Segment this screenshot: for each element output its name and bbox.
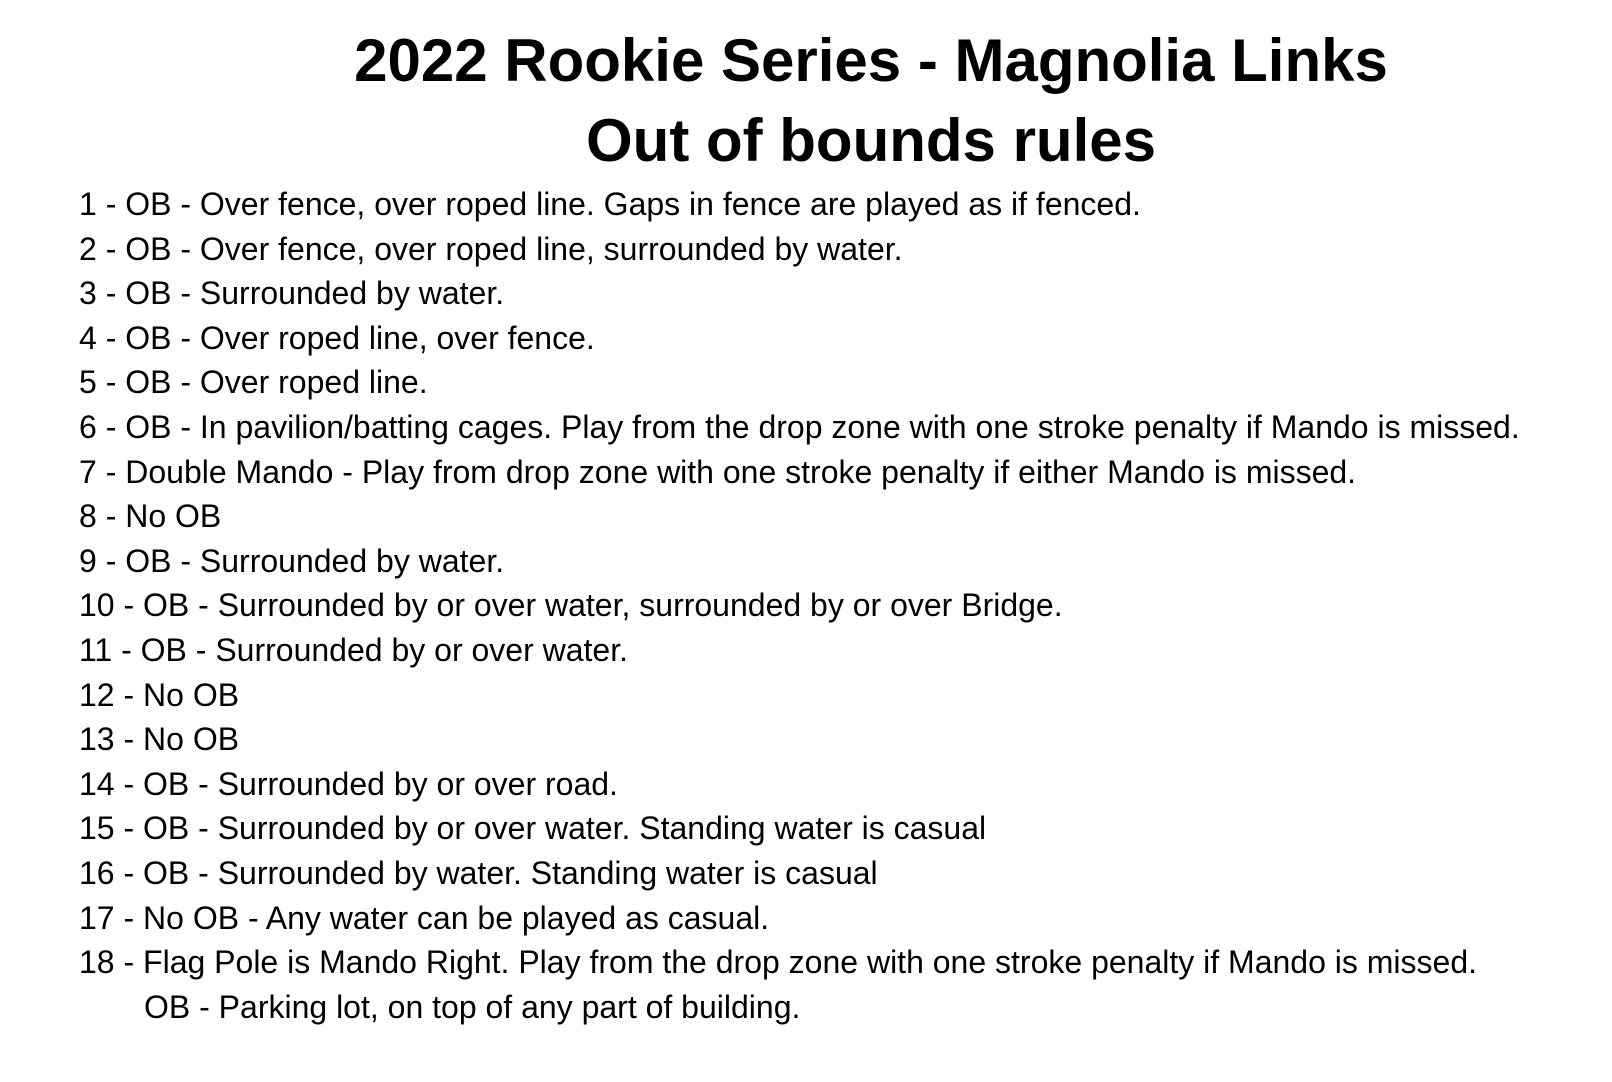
document-title: 2022 Rookie Series - Magnolia Links <box>354 27 1388 94</box>
hole-rule-13: 13 - No OB <box>79 721 240 758</box>
hole-rule-2: 2 - OB - Over fence, over roped line, surrounded by water. <box>79 230 903 267</box>
hole-rule-18-continuation: OB - Parking lot, on top of any part of building. <box>144 988 801 1025</box>
hole-rule-7: 7 - Double Mando - Play from drop zone with one stroke penalty if either Mando is missed. <box>79 453 1357 490</box>
document-subtitle: Out of bounds rules <box>586 107 1156 174</box>
hole-rule-8: 8 - No OB <box>79 498 222 535</box>
hole-rule-5: 5 - OB - Over roped line. <box>79 364 428 401</box>
hole-rule-3: 3 - OB - Surrounded by water. <box>79 275 505 312</box>
hole-rule-16: 16 - OB - Surrounded by water. Standing water is casual <box>79 854 878 891</box>
hole-rule-17: 17 - No OB - Any water can be played as casual. <box>79 899 770 936</box>
hole-rule-9: 9 - OB - Surrounded by water. <box>79 542 505 579</box>
hole-rule-18: 18 - Flag Pole is Mando Right. Play from the drop zone with one stroke penalty if Mando is missed. <box>79 944 1478 981</box>
hole-rules-list <box>79 182 1520 1029</box>
hole-rule-12: 12 - No OB <box>79 676 240 713</box>
hole-rule-1: 1 - OB - Over fence, over roped line. Gaps in fence are played as if fenced. <box>79 186 1141 222</box>
hole-rule-6: 6 - OB - In pavilion/batting cages. Play from the drop zone with one stroke penalty if Mando is missed. <box>79 408 1520 445</box>
hole-rule-4: 4 - OB - Over roped line, over fence. <box>79 319 595 356</box>
hole-rule-14: 14 - OB - Surrounded by or over road. <box>79 765 618 802</box>
hole-rule-15: 15 - OB - Surrounded by or over water. Standing water is casual <box>79 810 987 847</box>
hole-rule-11: 11 - OB - Surrounded by or over water. <box>79 631 628 668</box>
hole-rule-10: 10 - OB - Surrounded by or over water, surrounded by or over Bridge. <box>79 587 1063 624</box>
